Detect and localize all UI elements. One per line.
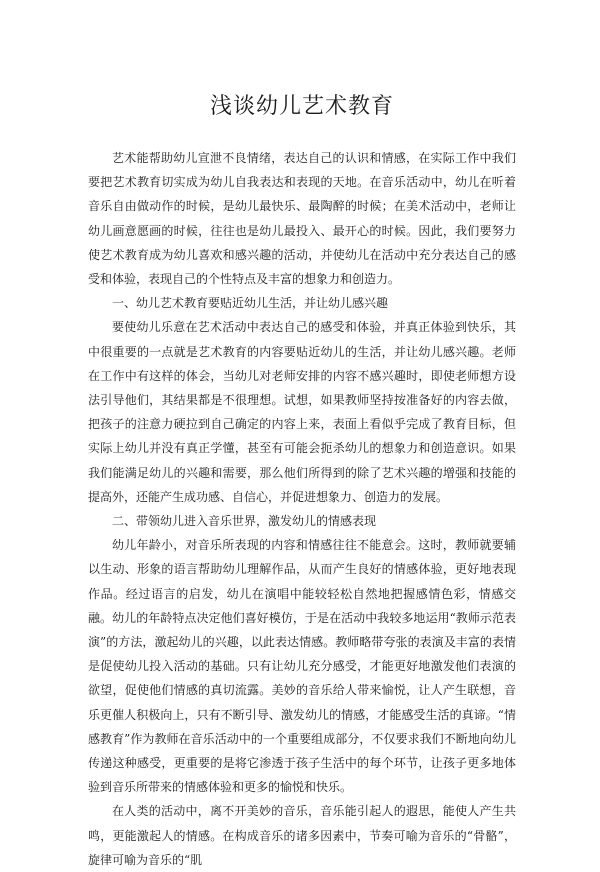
- section-2-paragraph: 幼儿年龄小，对音乐所表现的内容和情感往往不能意会。这时，教师就要辅以生动、形象的语言帮助幼儿理解作品，从而产生良好的情感体验，更好地表现作品。经过语言的启发，幼儿在演唱中能较轻松自然地把握感情色彩，情感交融。幼儿的年龄特点决定他们喜好模仿，于是在活动中我较多地运用“教师示范表演”的方法，激起幼儿的兴趣，以此表达情感。教师略带夸张的表演及丰富的表情是促使幼儿投入活动的基础。只有让幼儿充分感受，才能更好地激发他们表演的欲望，促使他们情感的真切流露。美妙的音乐给人带来愉悦，让人产生联想，音乐更催人积极向上，只有不断引导、激发幼儿的情感，才能感受生活的真谛。“情感教育”作为教师在音乐活动中的一个重要组成部分，不仅要求我们不断地向幼儿传递这种感受，更重要的是将它渗透于孩子生活中的每个环节，让孩子更多地体验到音乐所带来的情感体验和更多的愉悦和快乐。: [88, 538, 516, 795]
- section-heading-1: 一、幼儿艺术教育要贴近幼儿生活，并让幼儿感兴趣: [112, 296, 389, 311]
- document-body: [88, 146, 516, 872]
- section-1-paragraph: 要使幼儿乐意在艺术活动中表达自己的感受和体验，并真正体验到快乐，其中很重要的一点就是艺术教育的内容要贴近幼儿的生活，并让幼儿感兴趣。老师在工作中有这样的体会，当幼儿对老师安排的内容不感兴趣时，即使老师想方设法引导他们，其结果都是不很理想。试想，如果教师坚持按准备好的内容去做，把孩子的注意力硬拉到自己确定的内容上来，表面上看似乎完成了教育目标，但实际上幼儿并没有真正学懂，甚至有可能会扼杀幼儿的想象力和创造意识。如果我们能满足幼儿的兴趣和需要，那么他们所得到的除了艺术兴趣的增强和技能的提高外，还能产生成功感、自信心，并促进想象力、创造力的发展。: [88, 320, 516, 504]
- document-page: [88, 0, 516, 867]
- document-title: 浅谈幼儿艺术教育: [209, 94, 394, 119]
- section-heading-2: 二、带领幼儿进入音乐世界，激发幼儿的情感表现: [112, 514, 377, 529]
- music-paragraph: 在人类的活动中，离不开美妙的音乐，音乐能引起人的遐思，能使人产生共鸣，更能激起人的情感。在构成音乐的诸多因素中，节奏可喻为音乐的“骨骼”，旋律可喻为音乐的“肌: [88, 804, 516, 867]
- intro-paragraph: 艺术能帮助幼儿宣泄不良情绪，表达自己的认识和情感，在实际工作中我们要把艺术教育切实成为幼儿自我表达和表现的天地。在音乐活动中，幼儿在听着音乐自由做动作的时候，是幼儿最快乐、最陶醉的时候；在美术活动中，老师让幼儿画意愿画的时候，往往也是幼儿最投入、最开心的时候。因此，我们要努力使艺术教育成为幼儿喜欢和感兴趣的活动，并使幼儿在活动中充分表达自己的感受和体验，表现自己的个性特点及丰富的想象力和创造力。: [88, 151, 516, 287]
